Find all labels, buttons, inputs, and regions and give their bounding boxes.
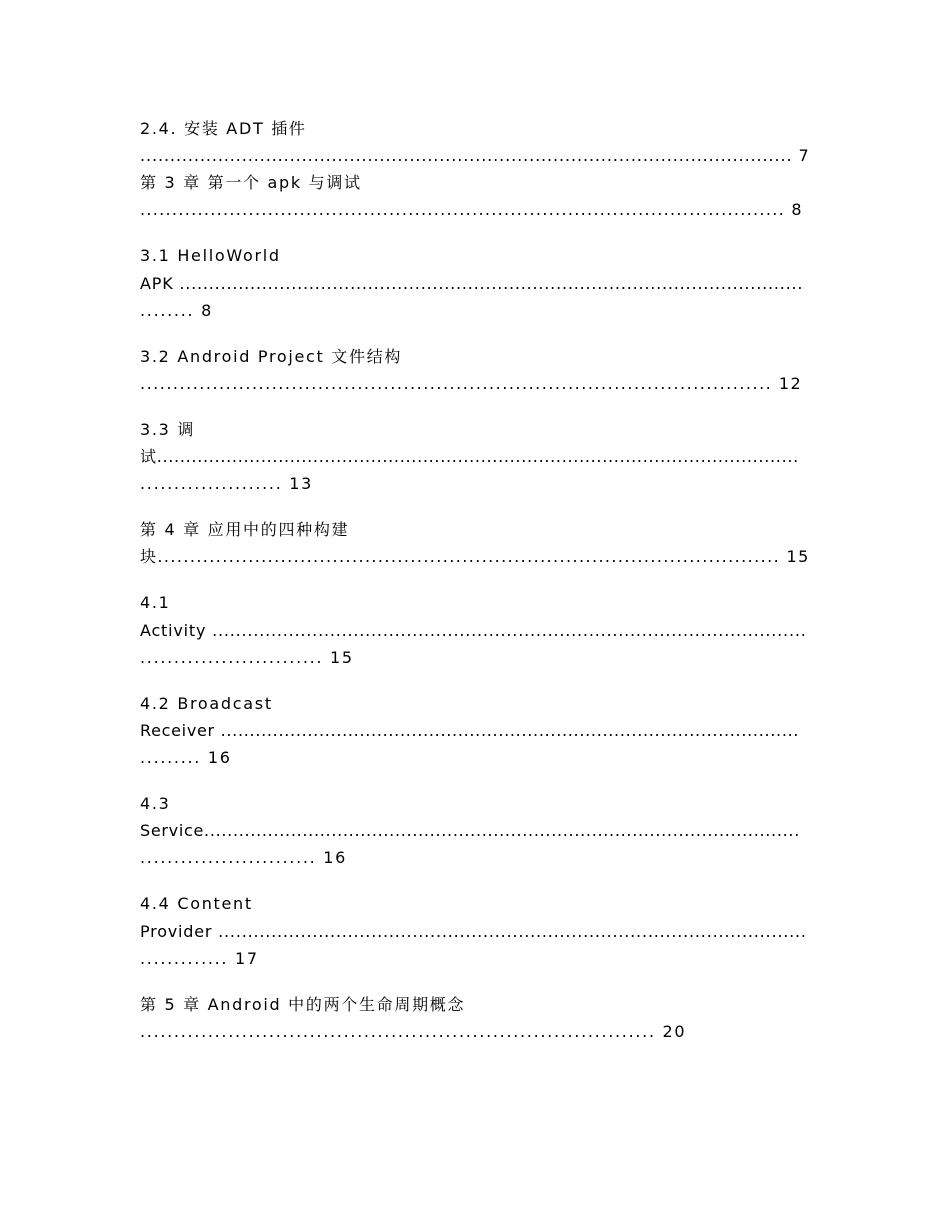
toc-line: 试...............................................................................................................: [140, 447, 799, 466]
toc-line: 第 4 章 应用中的四种构建: [140, 520, 350, 539]
toc-line: 2.4. 安装 ADT 插件: [140, 119, 307, 138]
toc-line: 4.2 Broadcast: [140, 694, 273, 713]
toc-line: 3.2 Android Project 文件结构: [140, 347, 403, 366]
toc-line: Service.......................................................................................................: [140, 821, 800, 840]
toc-line: ........................... 15: [140, 648, 354, 667]
toc-line: APK ..........................................................................................................: [140, 274, 804, 293]
toc-line: 块................................................................................................ 15: [140, 547, 810, 566]
toc-line: ............................................................................................................. 7: [140, 146, 810, 165]
toc-line: 第 5 章 Android 中的两个生命周期概念: [140, 995, 466, 1014]
toc-line: 3.3 调: [140, 420, 196, 439]
toc-line: ..................... 13: [140, 474, 314, 493]
toc-line: 第 3 章 第一个 apk 与调试: [140, 173, 362, 192]
toc-line: .......................... 16: [140, 848, 347, 867]
toc-line: ..................................................................................................... 8: [140, 200, 803, 219]
toc-line: ............................................................................ 20: [140, 1022, 687, 1041]
toc-line: ......... 16: [140, 748, 232, 767]
toc-line: ............. 17: [140, 949, 259, 968]
toc-line: 4.3: [140, 794, 171, 813]
toc-line: Activity .....................................................................................................: [140, 621, 807, 640]
toc-line: 4.1: [140, 593, 171, 612]
toc-line: Receiver ....................................................................................................: [140, 721, 800, 740]
toc-line: ........ 8: [140, 301, 213, 320]
toc-line: 3.1 HelloWorld: [140, 246, 281, 265]
toc-line: 4.4 Content: [140, 894, 253, 913]
toc-line: Provider ....................................................................................................: [140, 922, 807, 941]
toc-line: ................................................................................................ 12: [140, 374, 803, 393]
